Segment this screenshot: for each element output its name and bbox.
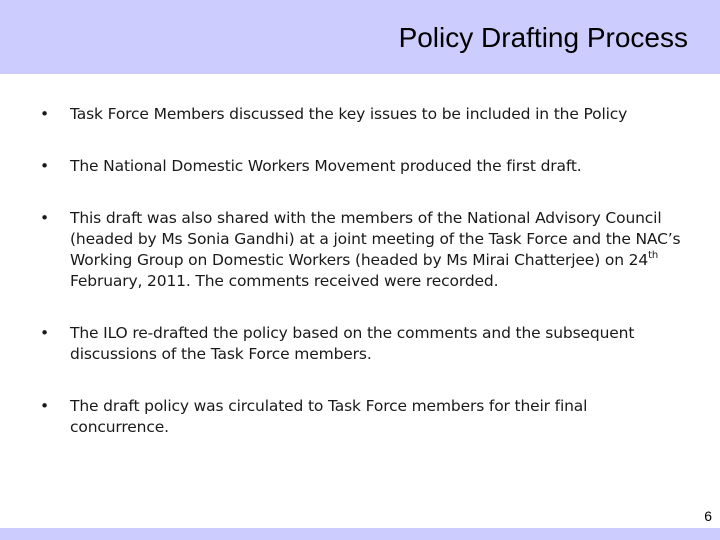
- bullet-marker: •: [40, 157, 49, 175]
- footer-band: [0, 528, 720, 540]
- bullet-item: [40, 104, 690, 125]
- bullet-text: Task Force Members discussed the key issues to be included in the Policy: [70, 105, 628, 123]
- bullet-text: The ILO re-drafted the policy based on the comments and the subsequent discussions of the Task Force members.: [70, 324, 635, 363]
- bullet-text-part: This draft was also shared with the members of the National Advisory Council (headed by Ms Sonia Gandhi) at a joint meeting of the Task Force and the NAC’s Working Group on Domestic Workers (headed by Ms Mirai Chatterjee) on 24: [70, 209, 681, 269]
- header-band: [0, 0, 720, 74]
- ordinal-suffix: th: [648, 249, 659, 261]
- bullet-text: [70, 209, 681, 290]
- bullet-text-part: February, 2011. The comments received were recorded.: [70, 272, 499, 290]
- bullet-item: [40, 396, 690, 438]
- bullet-text: The National Domestic Workers Movement produced the first draft.: [70, 157, 582, 175]
- bullet-marker: •: [40, 105, 49, 123]
- bullet-item: [40, 208, 690, 292]
- page-number: 6: [704, 508, 712, 524]
- bullet-list: [40, 104, 690, 438]
- bullet-item: [40, 323, 690, 365]
- bullet-marker: •: [40, 324, 49, 342]
- bullet-item: [40, 156, 690, 177]
- bullet-text: The draft policy was circulated to Task Force members for their final concurrence.: [70, 397, 588, 436]
- bullet-marker: •: [40, 209, 49, 227]
- bullet-marker: •: [40, 397, 49, 415]
- slide-title: Policy Drafting Process: [398, 22, 688, 53]
